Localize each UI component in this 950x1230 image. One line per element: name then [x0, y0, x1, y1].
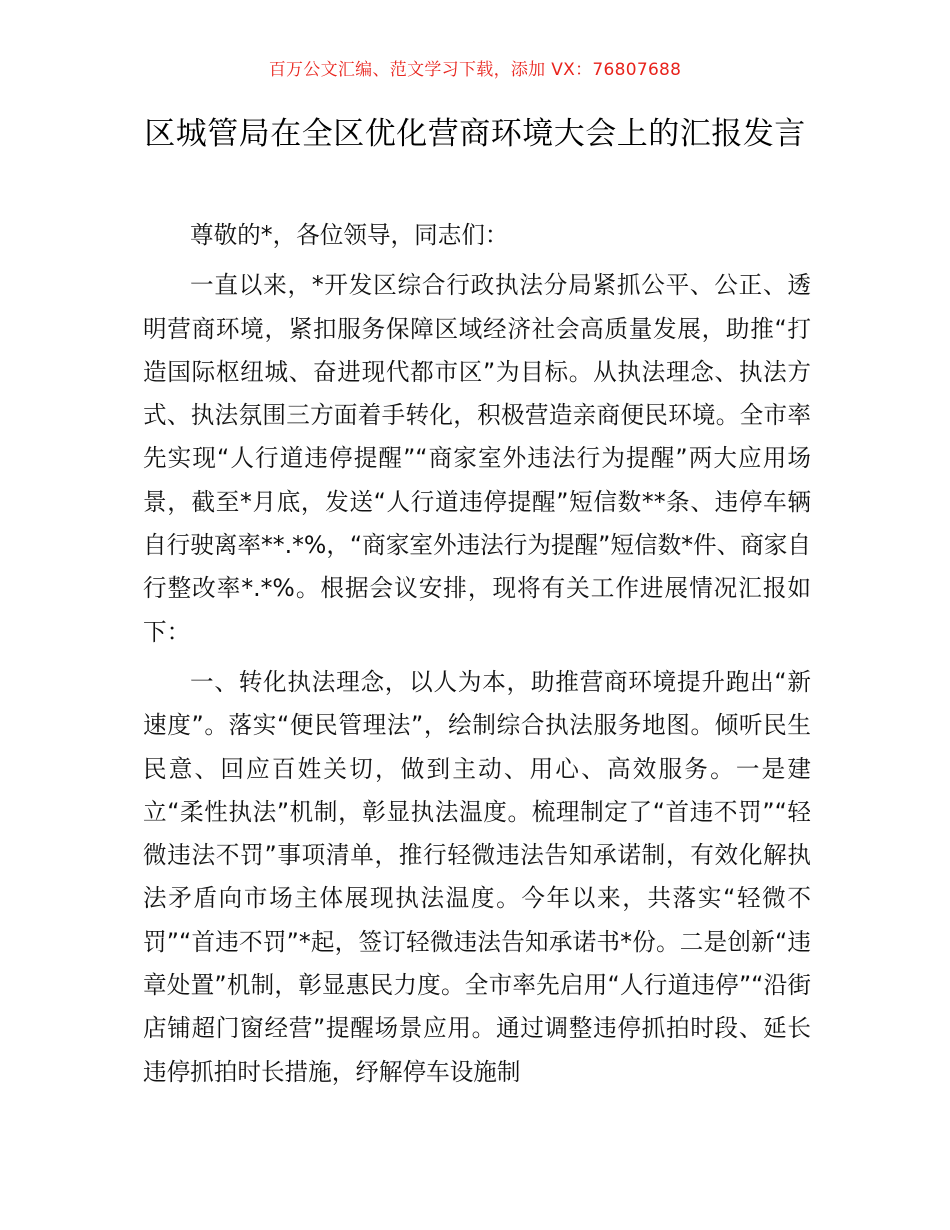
header-banner: 百万公文汇编、范文学习下载，添加 VX：76807688 — [268, 60, 682, 80]
document-title: 区城管局在全区优化营商环境大会上的汇报发言 — [144, 116, 806, 152]
body-paragraph-2: 一、转化执法理念，以人为本，助推营商环境提升跑出“新速度”。落实“便民管理法”，绘制综合执法服务地图。倾听民生民意、回应百姓关切，做到主动、用心、高效服务。一是建立“柔性执法”机制，彰显执法温度。梳理制定了“首违不罚”“轻微违法不罚”事项清单，推行轻微违法告知承诺制，有效化解执法矛盾向市场主体展现执法温度。今年以来，共落实“轻微不罚”“首违不罚”*起，签订轻微违法告知承诺书*份。二是创新“违章处置”机制，彰显惠民力度。全市率先启用“人行道违停”“沿街店铺超门窗经营”提醒场景应用。通过调整违停抓拍时段、延长违停抓拍时长措施，纾解停车设施制 — [143, 667, 811, 1086]
body-paragraph-1: 一直以来，*开发区综合行政执法分局紧抓公平、公正、透明营商环境，紧扣服务保障区域经济社会高质量发展，助推“打造国际枢纽城、奋进现代都市区”为目标。从执法理念、执法方式、执法氛围三方面着手转化，积极营造亲商便民环境。全市率先实现“人行道违停提醒”“商家室外违法行为提醒”两大应用场景，截至*月底，发送“人行道违停提醒”短信数**条、违停车辆自行驶离率**.*%，“商家室外违法行为提醒”短信数*件、商家自行整改率*.*%。根据会议安排，现将有关工作进展情况汇报如下： — [143, 271, 811, 646]
salutation: 尊敬的*，各位领导，同志们： — [190, 221, 509, 249]
document-body — [143, 214, 811, 1094]
